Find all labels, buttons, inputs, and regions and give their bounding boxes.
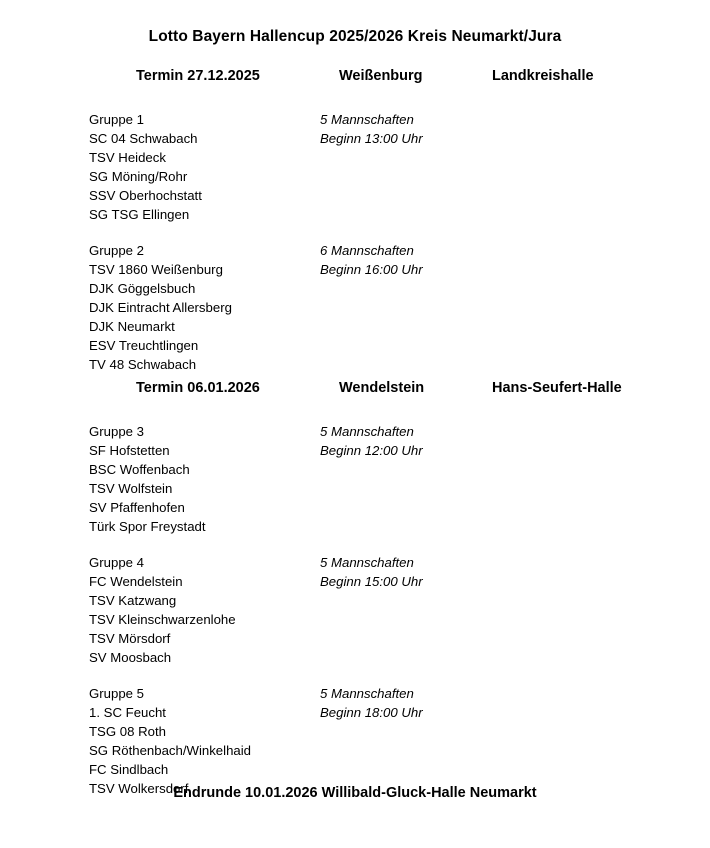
team-row (0, 500, 710, 519)
team-row (0, 281, 710, 300)
team-name: ESV Treuchtlingen (89, 338, 199, 353)
schedule-section-1 (0, 68, 710, 376)
team-row (0, 462, 710, 481)
group-name: Gruppe 5 (89, 686, 144, 701)
group-block (0, 112, 710, 226)
termin-header (0, 68, 710, 94)
team-row (0, 150, 710, 169)
team-row (0, 481, 710, 500)
group-name: Gruppe 1 (89, 112, 144, 127)
team-name: DJK Neumarkt (89, 319, 175, 334)
team-name: FC Wendelstein (89, 574, 183, 589)
group-header (0, 686, 710, 705)
team-row (0, 724, 710, 743)
group-start-time: Beginn 12:00 Uhr (320, 443, 423, 458)
group-team-count: 5 Mannschaften (320, 112, 414, 127)
team-name: TSV Katzwang (89, 593, 177, 608)
group-block (0, 686, 710, 800)
team-name: TSV Mörsdorf (89, 631, 171, 646)
team-row (0, 612, 710, 631)
page-title: Lotto Bayern Hallencup 2025/2026 Kreis Neumarkt/Jura (148, 28, 562, 45)
group-first-team-row (0, 574, 710, 593)
termin-hall: Hans-Seufert-Halle (492, 380, 622, 396)
group-first-team-row (0, 131, 710, 150)
group-start-time: Beginn 15:00 Uhr (320, 574, 423, 589)
team-name: SSV Oberhochstatt (89, 188, 202, 203)
group-block (0, 424, 710, 538)
group-team-count: 5 Mannschaften (320, 555, 414, 570)
group-team-count: 6 Mannschaften (320, 243, 414, 258)
team-name: TSG 08 Roth (89, 724, 166, 739)
team-name: FC Sindlbach (89, 762, 169, 777)
team-row (0, 631, 710, 650)
group-name: Gruppe 4 (89, 555, 144, 570)
team-name: DJK Eintracht Allersberg (89, 300, 232, 315)
team-name: 1. SC Feucht (89, 705, 166, 720)
team-name: DJK Göggelsbuch (89, 281, 196, 296)
group-header (0, 424, 710, 443)
group-team-count: 5 Mannschaften (320, 686, 414, 701)
team-row (0, 743, 710, 762)
group-name: Gruppe 2 (89, 243, 144, 258)
group-first-team-row (0, 262, 710, 281)
termin-hall: Landkreishalle (492, 68, 594, 84)
team-name: SG TSG Ellingen (89, 207, 190, 222)
team-name: SF Hofstetten (89, 443, 170, 458)
team-name: TSV Wolfstein (89, 481, 173, 496)
termin-venue: Weißenburg (339, 68, 423, 84)
group-start-time: Beginn 13:00 Uhr (320, 131, 423, 146)
team-row (0, 762, 710, 781)
team-name: Türk Spor Freystadt (89, 519, 206, 534)
team-row (0, 338, 710, 357)
group-team-count: 5 Mannschaften (320, 424, 414, 439)
team-name: TSV 1860 Weißenburg (89, 262, 223, 277)
schedule-section-2 (0, 380, 710, 800)
group-name: Gruppe 3 (89, 424, 144, 439)
team-name: TSV Wolkersdorf (89, 781, 189, 796)
group-block (0, 555, 710, 669)
team-name: SG Möning/Rohr (89, 169, 188, 184)
final-round-note: Endrunde 10.01.2026 Willibald-Gluck-Halle Neumarkt (173, 785, 537, 801)
termin-header (0, 380, 710, 406)
team-name: SV Pfaffenhofen (89, 500, 185, 515)
termin-date: Termin 27.12.2025 (136, 68, 260, 84)
team-name: BSC Woffenbach (89, 462, 190, 477)
team-row (0, 169, 710, 188)
team-row (0, 593, 710, 612)
team-name: SV Moosbach (89, 650, 172, 665)
termin-date: Termin 06.01.2026 (136, 380, 260, 396)
team-name: SG Röthenbach/Winkelhaid (89, 743, 252, 758)
group-first-team-row (0, 705, 710, 724)
group-block (0, 243, 710, 376)
team-row (0, 319, 710, 338)
termin-venue: Wendelstein (339, 380, 425, 396)
team-name: TSV Heideck (89, 150, 166, 165)
group-start-time: Beginn 18:00 Uhr (320, 705, 423, 720)
team-row (0, 300, 710, 319)
group-header (0, 555, 710, 574)
team-name: SC 04 Schwabach (89, 131, 198, 146)
group-header (0, 112, 710, 131)
team-row (0, 650, 710, 669)
team-name: TSV Kleinschwarzenlohe (89, 612, 236, 627)
group-header (0, 243, 710, 262)
group-first-team-row (0, 443, 710, 462)
team-row (0, 519, 710, 538)
group-start-time: Beginn 16:00 Uhr (320, 262, 423, 277)
team-row (0, 207, 710, 226)
team-row (0, 357, 710, 376)
team-name: TV 48 Schwabach (89, 357, 197, 372)
team-row (0, 188, 710, 207)
